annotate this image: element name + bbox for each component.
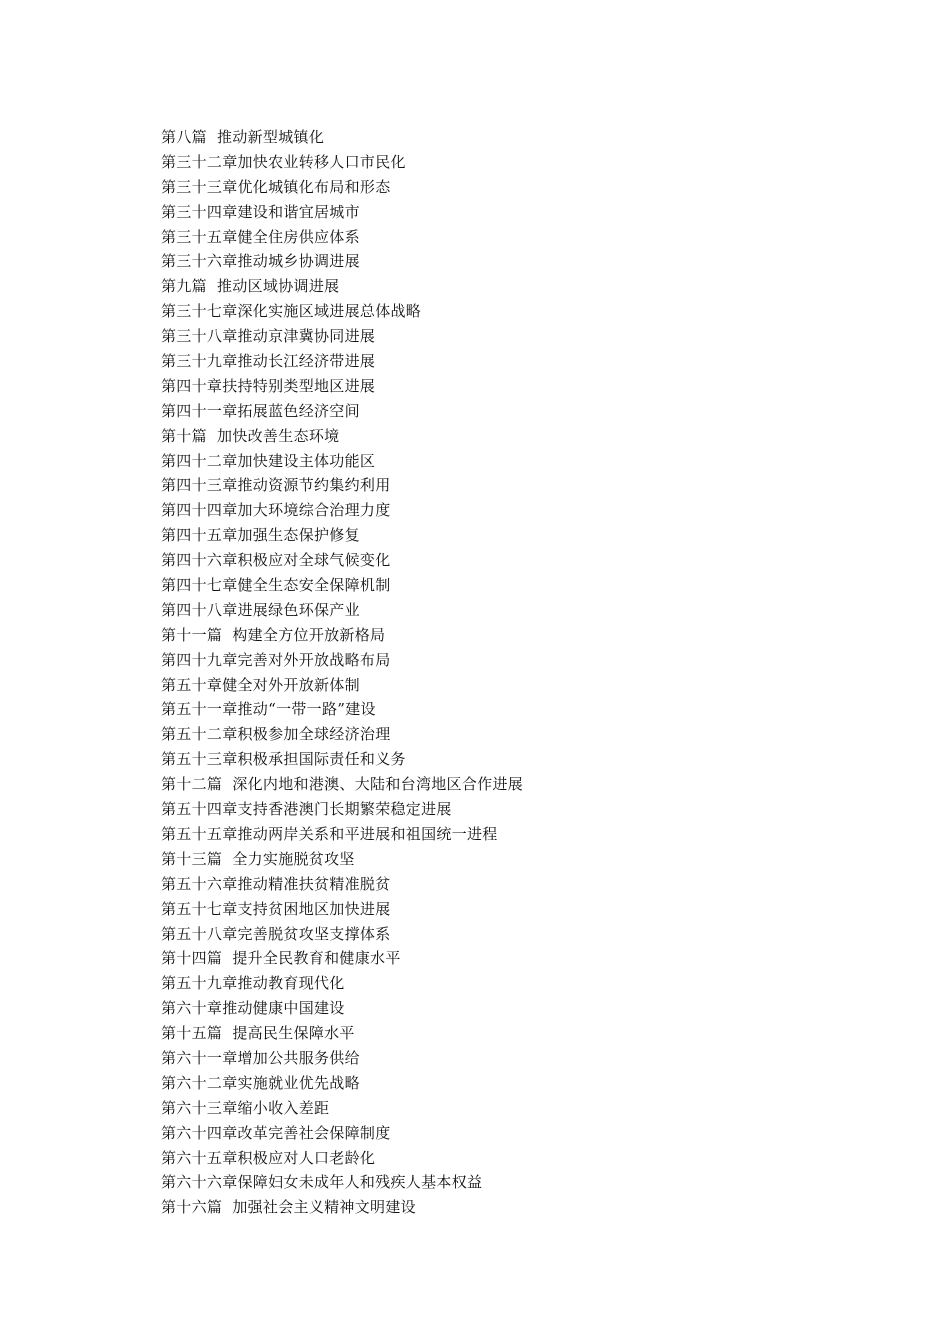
toc-line: 第六十二章实施就业优先战略 [161, 1073, 360, 1092]
toc-line: 第三十七章深化实施区域进展总体战略 [161, 302, 422, 321]
toc-line: 第三十八章推动京津冀协同进展 [161, 327, 376, 346]
toc-line: 第六十五章积极应对人口老龄化 [161, 1148, 376, 1167]
toc-line: 第六十一章增加公共服务供给 [161, 1048, 360, 1067]
toc-line: 第三十六章推动城乡协调进展 [161, 252, 360, 271]
toc-line: 第五十一章推动“一带一路”建设 [161, 700, 376, 719]
toc-line: 第六十三章缩小收入差距 [161, 1098, 330, 1117]
toc-line: 第四十九章完善对外开放战略布局 [161, 650, 391, 669]
toc-line: 第十六篇 加强社会主义精神文明建设 [161, 1198, 416, 1217]
toc-line: 第三十九章推动长江经济带进展 [161, 352, 376, 371]
toc-line: 第四十章扶持特别类型地区进展 [161, 376, 376, 395]
toc-line: 第四十一章拓展蓝色经济空间 [161, 401, 360, 420]
toc-line: 第五十八章完善脱贫攻坚支撑体系 [161, 924, 391, 943]
toc-line: 第八篇 推动新型城镇化 [161, 128, 325, 146]
toc-line: 第四十八章进展绿色环保产业 [161, 600, 360, 619]
toc-line: 第十一篇 构建全方位开放新格局 [161, 625, 386, 644]
toc-line: 第九篇 推动区域协调进展 [161, 277, 340, 296]
toc-line: 第四十二章加快建设主体功能区 [161, 451, 376, 470]
toc-line: 第十二篇 深化内地和港澳、大陆和台湾地区合作进展 [161, 775, 524, 794]
table-of-contents [161, 125, 861, 1220]
toc-line: 第十三篇 全力实施脱贫攻坚 [161, 849, 355, 868]
toc-line: 第五十九章推动教育现代化 [161, 974, 345, 993]
toc-line: 第五十七章支持贫困地区加快进展 [161, 899, 391, 918]
toc-line: 第三十四章建设和谐宜居城市 [161, 202, 360, 221]
toc-line: 第四十三章推动资源节约集约利用 [161, 476, 391, 495]
toc-line: 第五十二章积极参加全球经济治理 [161, 725, 391, 744]
toc-line: 第四十六章积极应对全球气候变化 [161, 551, 391, 570]
toc-line: 第三十五章健全住房供应体系 [161, 227, 360, 246]
toc-line: 第五十三章积极承担国际责任和义务 [161, 750, 406, 769]
toc-line: 第五十五章推动两岸关系和平进展和祖国统一进程 [161, 824, 498, 843]
toc-line: 第五十六章推动精准扶贫精准脱贫 [161, 874, 391, 893]
toc-line: 第十四篇 提升全民教育和健康水平 [161, 949, 401, 968]
toc-line: 第十篇 加快改善生态环境 [161, 426, 340, 445]
toc-line: 第五十章健全对外开放新体制 [161, 675, 360, 694]
toc-line: 第五十四章支持香港澳门长期繁荣稳定进展 [161, 800, 452, 819]
toc-line: 第十五篇 提高民生保障水平 [161, 1024, 355, 1043]
toc-line: 第六十六章保障妇女未成年人和残疾人基本权益 [161, 1173, 483, 1192]
toc-line: 第六十四章改革完善社会保障制度 [161, 1123, 391, 1142]
toc-line: 第三十三章优化城镇化布局和形态 [161, 177, 391, 196]
toc-line: 第四十五章加强生态保护修复 [161, 526, 360, 545]
toc-line: 第四十七章健全生态安全保障机制 [161, 576, 391, 595]
toc-line: 第六十章推动健康中国建设 [161, 999, 345, 1018]
toc-line: 第四十四章加大环境综合治理力度 [161, 501, 391, 520]
toc-line: 第三十二章加快农业转移人口市民化 [161, 152, 406, 171]
